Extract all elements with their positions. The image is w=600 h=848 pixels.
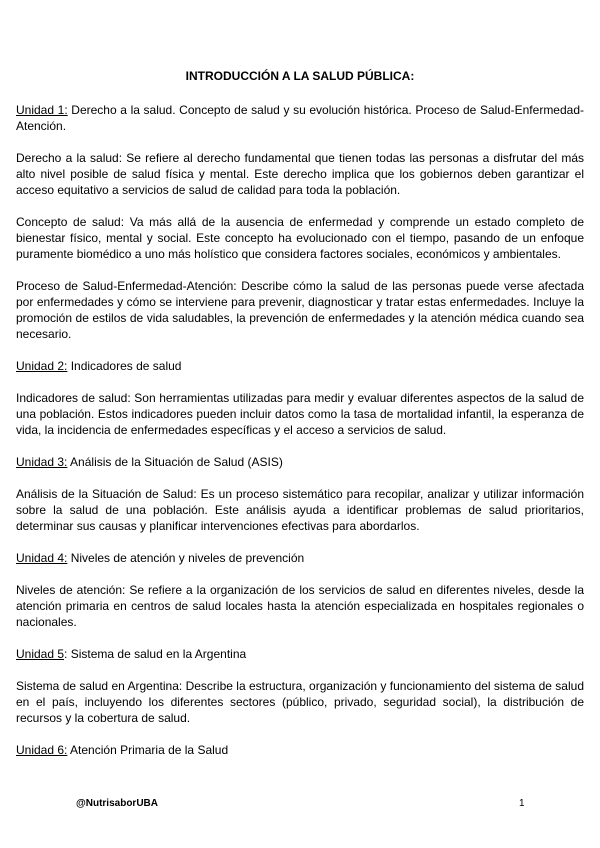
unit-1-label: Unidad 1:	[16, 103, 68, 117]
unit-5-label: Unidad 5	[16, 647, 65, 661]
unit-3-heading	[16, 454, 584, 470]
unit-5-paragraph-1: Sistema de salud en Argentina: Describe la estructura, organización y funcionamiento del sistema de salud en el país, incluyendo los diferentes sectores (público, privado, seguridad social), la distribución de recursos y la cobertura de salud.	[16, 679, 584, 725]
unit-2-label: Unidad 2:	[16, 359, 68, 373]
unit-3-title: Análisis de la Situación de Salud (ASIS)	[67, 455, 283, 469]
page-title: INTRODUCCIÓN A LA SALUD PÚBLICA:	[185, 69, 415, 83]
unit-1-heading	[16, 102, 584, 134]
unit-5-title: : Sistema de salud en la Argentina	[64, 647, 247, 661]
unit-5-heading	[16, 646, 584, 662]
unit-4-paragraph-1: Niveles de atención: Se refiere a la organización de los servicios de salud en diferentes niveles, desde la atención primaria en centros de salud locales hasta la atención especializada en hospitales regionales o nacionales.	[16, 583, 584, 629]
footer-handle: @NutrisaborUBA	[76, 798, 158, 809]
unit-6-label: Unidad 6:	[16, 743, 68, 757]
unit-4-title: Niveles de atención y niveles de prevención	[67, 551, 305, 565]
unit-2-title: Indicadores de salud	[67, 359, 182, 373]
unit-4-label: Unidad 4:	[16, 551, 68, 565]
unit-1-paragraph-3: Proceso de Salud-Enfermedad-Atención: Describe cómo la salud de las personas puede verse afectada por enfermedades y cómo se interviene para prevenir, diagnosticar y tratar estas enfermedades. Incluye la promoción de estilos de vida saludables, la prevención de enfermedades y la atención médica cuando sea necesario.	[16, 279, 584, 341]
unit-6-heading	[16, 742, 584, 758]
page-number: 1	[519, 798, 525, 809]
document-page	[16, 68, 584, 774]
unit-1-title: Derecho a la salud. Concepto de salud y su evolución histórica. Proceso de Salud-Enfermedad-Atención.	[16, 103, 585, 133]
unit-2-paragraph-1: Indicadores de salud: Son herramientas utilizadas para medir y evaluar diferentes aspectos de la salud de una población. Estos indicadores pueden incluir datos como la tasa de mortalidad infantil, la esperanza de vida, la incidencia de enfermedades específicas y el acceso a servicios de salud.	[16, 391, 584, 437]
unit-3-label: Unidad 3:	[16, 455, 68, 469]
unit-6-title: Atención Primaria de la Salud	[67, 743, 229, 757]
unit-2-heading	[16, 358, 584, 374]
unit-3-paragraph-1: Análisis de la Situación de Salud: Es un proceso sistemático para recopilar, analizar y utilizar información sobre la salud de una población. Este análisis ayuda a identificar problemas de salud prioritarios, determinar sus causas y planificar intervenciones efectivas para abordarlos.	[16, 487, 584, 533]
unit-1-paragraph-2: Concepto de salud: Va más allá de la ausencia de enfermedad y comprende un estado completo de bienestar físico, mental y social. Este concepto ha evolucionado con el tiempo, pasando de un enfoque puramente biomédico a uno más holístico que considera factores sociales, económicos y ambientales.	[16, 215, 584, 261]
unit-4-heading	[16, 550, 584, 566]
unit-1-paragraph-1: Derecho a la salud: Se refiere al derecho fundamental que tienen todas las personas a disfrutar del más alto nivel posible de salud física y mental. Este derecho implica que los gobiernos deben garantizar el acceso equitativo a servicios de salud de calidad para toda la población.	[16, 151, 584, 197]
